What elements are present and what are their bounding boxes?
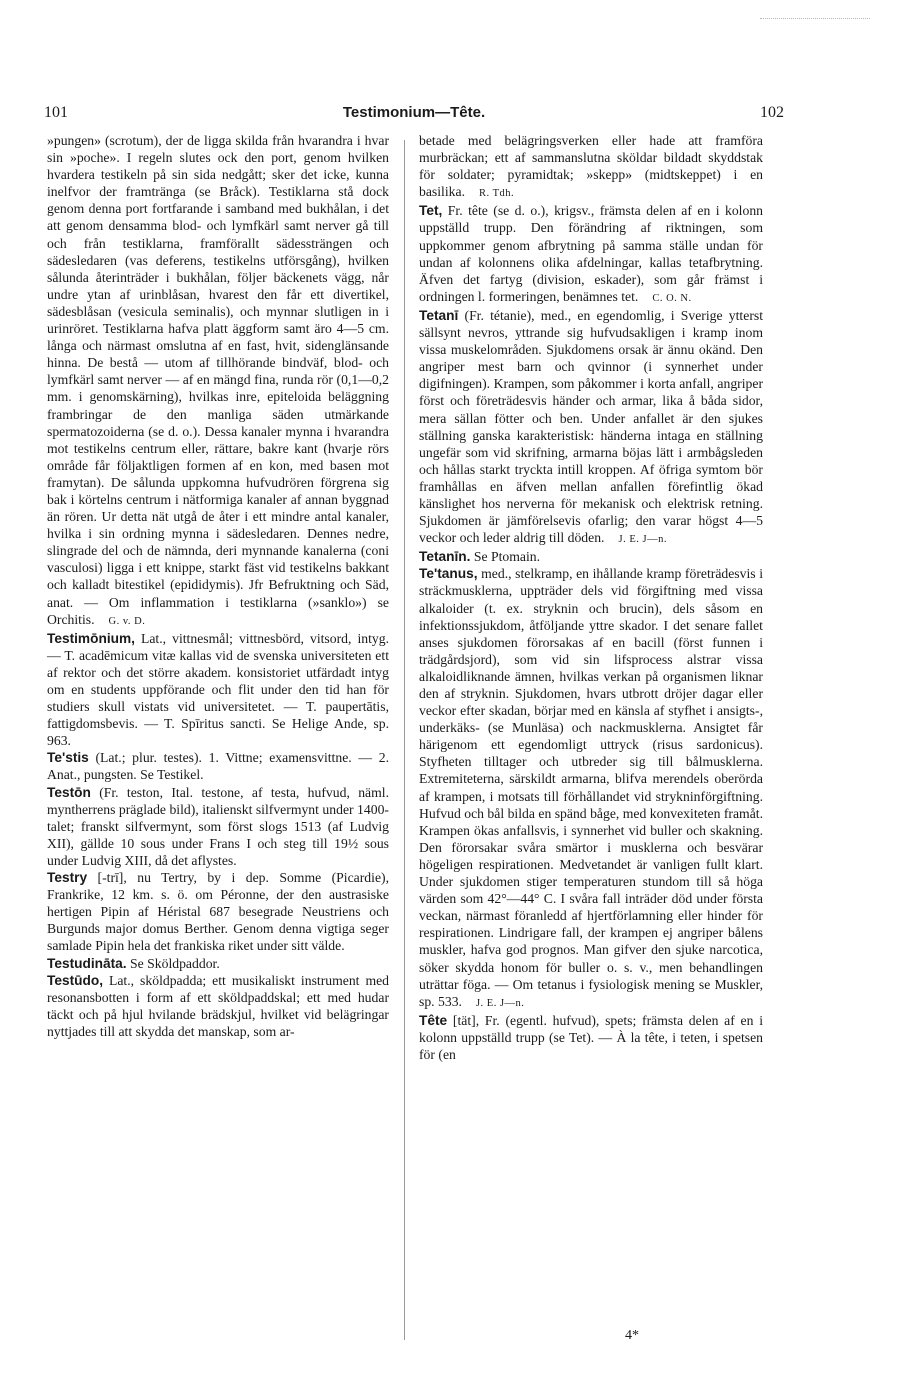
- dictionary-entry: [47, 869, 389, 954]
- entry-body: (Fr. tétanie), med., en egendomlig, i Sverige ytterst sällsynt nevros, yttrande sig hufvudsakligen i kramp inom vissa muskelområden. Sjukdomens orsak är ännu okänd. Den angriper mest barn och qvinnor (i synnerhet under digifningen). Krampen, som påkommer i korta anfall, angriper först och företrädesvis händer och armar, lika å båda sidor, mera sällan fötter och ben. Under anfallet är den sjukes ställning ganska karakteristisk: händerna intaga en ställning ungefär som vid skrifning, armarna böjas lätt i armbågsleden och hållas starkt tryckta intill kroppen. Af öfriga symtom bör framhållas en äfven mellan anfallen förefintlig ökad känslighet hos nerverna för mekanisk och elektrisk retning. Sjukdomen är jämförelsevis ofarlig; den varar högst 4—5 veckor och leder aldrig till döden.: [419, 307, 764, 546]
- dictionary-entry: [419, 132, 763, 202]
- entry-body: »pungen» (scrotum), der de ligga skilda från hvarandra i hvar sin »poche». I regeln slutes ock den port, genom hvilken hvardera testikeln på sin sida nedgått; sker det icke, kunna inelfvor der framtränga (se Bråck). Testiklarna stå dock genom denna port fortfarande i samband med bukhålan, i det att genom densamma blod- och lymfkärl samt nerver gå till och från testiklarna, framförallt sädessträngen och sädesledaren (vas deferens, testikelns utförsgång), hvilken sålunda återinträder i bukhålan, följer bäckenets vägg, når undre ytan af urinblåsan, hvarest den får ett divertikel, sädesblåsan (vesicula seminalis), och mynnar slutligen in i urinröret. Testiklarna hafva platt äggform samt äro 4—5 cm. långa och närmast omslutna af en fast, hvit, sidenglänsande hinna. De bestå — utom af tillhörande bindväf, blod- och lymfkärl samt nerver — af en mängd fina, runda rör (0,1—0,2 mm. i genomskärning), hvilkas inre, epiteloida beläggning frambringar de den manliga säden utmärkande spermatozoiderna (se d. o.). Dessa kanaler mynna i hvarandra mot testikelns centrum eller, rättare, bakre kant (hvarje rörs område får följaktligen formen af en kon, med basen mot framytan). De sålunda uppkomna hufvudrören förgrena sig bak i körtelns centrum i nätformiga kanaler af annan byggnad än rören. Ur detta nät utgå de åter i ett mindre antal kanaler, hvilka i sin ordning mynna i sädesledaren. Dennes nedre, slingrade del och de nämnda, deri mynnande kanalerna (coni vasculosi) ligga i ett knippe, starkt fäst vid testikelns bakkant och kalladt bitestikel (epididymis). Jfr Befruktning och Säd, anat. — Om inflammation i testiklarna (»sanklo») se Orchitis.: [47, 133, 389, 627]
- dictionary-entry: [47, 132, 389, 630]
- entry-headword: Testimōnium,: [47, 630, 135, 646]
- printer-signature-mark: 4*: [625, 1328, 639, 1343]
- entry-headword: Testry: [47, 870, 88, 886]
- scan-speck: [760, 18, 870, 21]
- page-header: [44, 104, 784, 128]
- entry-body: med., stelkramp, en ihållande kramp företrädesvis i sträckmusklerna, uppträder dels vid förgiftning med vissa alkaloider (t. ex. stryknin och brucin), dels såsom en infektionssjukdom, åtföljande yttre skador. I det senare fallet anses sjukdomen förorsakas af en bacill (först funnen i trädgårdsjord), som vid sin lifsprocess alstrar vissa alkaloidliknande ämnen, hvilkas verkan på organismen liknar den af stryknin. Sjukdomen, hvars utbrott dröjer dagar eller veckor efter skadan, börjar med en känsla af styfhet i ansigts-, underkäks- (se Munläsa) och nackmusklerna. Ansigtet får härigenom ett egendomligt uttryck (risus sardonicus). Styfheten tilltager och utbreder sig till bålmusklerna. Extremiteterna, särskildt armarna, blifva merendels oberörda af krampen, i motsats till förhållandet vid strykninförgiftning. Hufvud och bål bilda en spänd båge, med konvexiteten framåt. Krampen ökas anfallsvis, i synnerhet vid buller och skakning. Den förorsakar svåra smärtor i musklerna och besvärar högeligen respirationen. Medvetandet är vanligen fullt klart. Under sjukdomen stiger temperaturen stundom till så höga värden som 42°—44° C. I svåra fall inträder död under första veckan, närmast föranledd af hjertförlamning eller hinder för respirationen. Lindrigare fall, der krampen ej angriper bålens muskler, hafva god prognos. Man gifver den sjuke narcotica, söker skydda honom för buller o. s. v., men behandlingen uträttar föga. — Om tetanus i fysiologisk mening se Muskler, sp. 533.: [419, 566, 763, 1009]
- author-signature: J. E. J—n.: [475, 997, 525, 1009]
- entry-body: betade med belägringsverken eller hade att framföra murbräckan; ett af sammanslutna sköldar bildadt skyddstak för soldater; pyramidtak; »skepp» (midtskeppet) i en basilika.: [419, 133, 763, 200]
- entry-headword: Tetanīn.: [419, 549, 471, 565]
- entry-body: [tät], Fr. (egentl. hufvud), spets; främsta delen af en i kolonn uppställd trupp (se Tet). — À la tête, i teten, i spetsen för (en: [419, 1012, 764, 1062]
- author-signature: G. v. D.: [108, 615, 146, 627]
- page-number-left: 101: [44, 104, 68, 121]
- left-column: [47, 132, 389, 1040]
- author-signature: C. O. N.: [652, 292, 692, 304]
- entry-headword: Tetanī: [419, 307, 459, 323]
- entry-body: [-trī], nu Tertry, by i dep. Somme (Picardie), Frankrike, 12 km. s. ö. om Péronne, der den austrasiske hertigen Pipin af Héristal 687 besegrade Neustriens och Burgunds major domus Berther. Genom denna vigtiga seger samlade Pipin hela det frankiska riket under sitt välde.: [47, 870, 390, 954]
- author-signature: J. E. J—n.: [618, 534, 667, 546]
- entry-body: Lat., sköldpadda; ett musikaliskt instrument med resonansbotten i form af ett sköldpaddskal; ett med hudar täckt och på hjul hvilande brädskjul, hvilket vid belägringar nyttjades till att skydda det manskap, som ar-: [47, 972, 390, 1039]
- dictionary-entry: [419, 1012, 763, 1063]
- dictionary-entry: [47, 784, 389, 869]
- dictionary-entry: [47, 972, 389, 1040]
- dictionary-entry: [419, 565, 763, 1011]
- dictionary-entry: [419, 202, 763, 307]
- page-number-right: 102: [760, 104, 784, 121]
- entry-body: Se Ptomain.: [473, 549, 541, 565]
- entry-body: (Lat.; plur. testes). 1. Vittne; examensvittne. — 2. Anat., pungsten. Se Testikel.: [47, 750, 389, 783]
- entry-body: Lat., vittnesmål; vittnesbörd, vitsord, intyg. — T. acadēmicum vitæ kallas vid de svenska universiteten ett af rektor och det större akadem. konsistoriet utfärdadt intyg om en students uppförande och flit under den tid han för studiers skull vistats vid universitetet. — T. paupertātis, fattigdomsbevis. — T. Spīritus sancti. Se Helige Ande, sp. 963.: [47, 630, 390, 749]
- entry-body: Fr. tête (se d. o.), krigsv., främsta delen af en i kolonn uppställd trupp. Den förändring af riktningen, som uppkommer genom afbrytning på samma ställe undan för undan af kolonnens olika afdelningar, kallas tetafbrytning. Äfven det fartyg (division, eskader), som går främst i ordningen l. formeringen, benämnes tet.: [419, 203, 764, 304]
- right-column: [419, 132, 763, 1063]
- entry-headword: Tête: [419, 1012, 448, 1028]
- dictionary-entry: [47, 955, 389, 972]
- dictionary-entry: [47, 630, 389, 750]
- entry-body: (Fr. teston, Ital. testone, af testa, hufvud, näml. myntherrens präglade bild), italienskt silfvermynt under 1400-talet; franskt silfvermynt, som först slogs 1513 (af Ludvig XII), gällde 10 sous under Frans I och steg till 19½ sous under Ludvig XIII, då det aflystes.: [47, 784, 390, 868]
- dictionary-entry: [419, 307, 763, 548]
- running-title: Testimonium—Tête.: [342, 104, 486, 121]
- column-divider: [404, 140, 405, 1340]
- dictionary-entry: [419, 548, 763, 565]
- entry-headword: Testūdo,: [47, 972, 104, 988]
- entry-headword: Te'tanus,: [419, 566, 478, 582]
- entry-headword: Testudināta.: [47, 955, 127, 971]
- dictionary-entry: [47, 749, 389, 783]
- author-signature: R. Tdh.: [479, 188, 515, 200]
- entry-headword: Tet,: [419, 203, 443, 219]
- entry-headword: Te'stis: [47, 750, 89, 766]
- entry-headword: Testōn: [47, 784, 91, 800]
- entry-body: Se Sköldpaddor.: [130, 955, 220, 971]
